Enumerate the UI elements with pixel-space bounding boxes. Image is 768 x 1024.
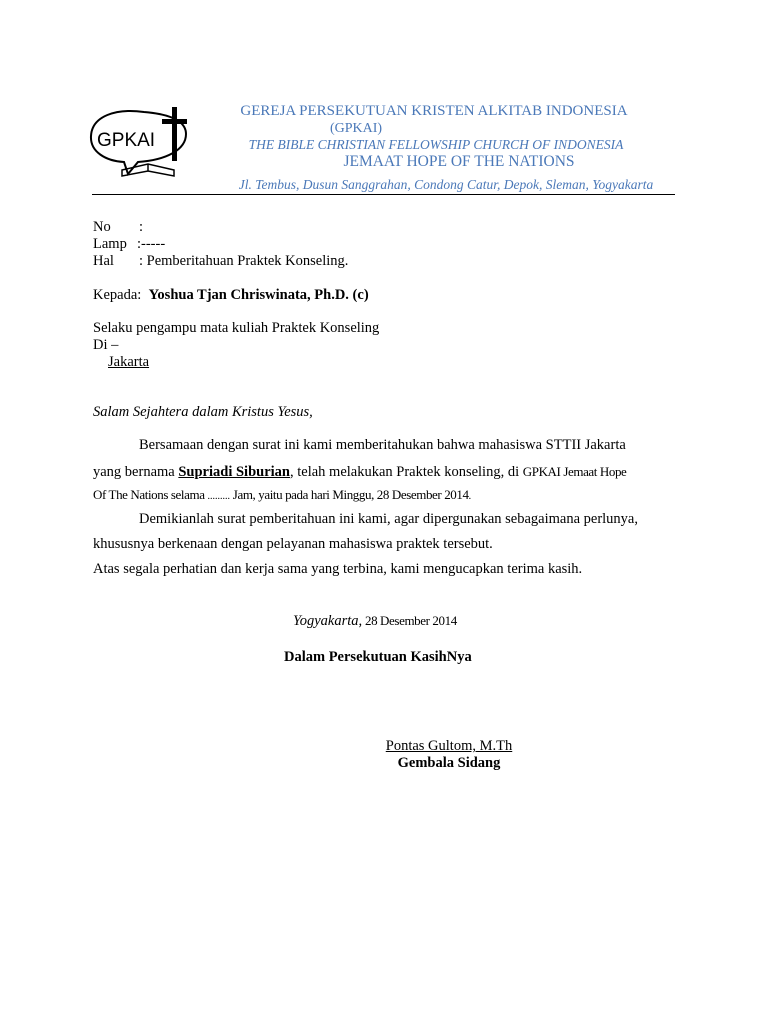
logo-text: GPKAI bbox=[97, 130, 156, 151]
church-address: Jl. Tembus, Dusun Sanggrahan, Condong Catur, Depok, Sleman, Yogyakarta bbox=[238, 177, 654, 192]
paragraph-1-line-1: Bersamaan dengan surat ini kami memberitahukan bahwa mahasiswa STTII Jakarta bbox=[139, 437, 626, 453]
gpkai-logo bbox=[86, 104, 196, 184]
text-segment: GPKAI Jemaat Hope bbox=[522, 464, 627, 479]
closing-city: Yogyakarta, bbox=[293, 613, 363, 629]
signer-name: Pontas Gultom, M.Th bbox=[385, 738, 513, 754]
text-segment: . bbox=[468, 491, 472, 502]
duration-blank: ......... bbox=[207, 491, 230, 502]
lamp-label: Lamp bbox=[93, 236, 127, 252]
recipient-name: Yoshua Tjan Chriswinata, Ph.D. (c) bbox=[148, 287, 369, 303]
lamp-value: :----- bbox=[137, 236, 166, 252]
closing-date: 28 Desember 2014 bbox=[362, 613, 457, 628]
hal-label: Hal bbox=[93, 253, 114, 269]
text-segment: , telah melakukan Praktek konseling, di bbox=[289, 464, 523, 480]
recipient-di: Di – bbox=[93, 337, 119, 353]
no-value: : bbox=[139, 219, 144, 235]
paragraph-2-line-1: Demikianlah surat pemberitahuan ini kami, agar dipergunakan sebagaimana perlunya, bbox=[139, 511, 638, 527]
text-segment: Jam, yaitu pada hari Minggu, 28 Desember 2014 bbox=[229, 487, 469, 502]
recipient-label: Kepada: bbox=[93, 287, 142, 303]
signer-title: Gembala Sidang bbox=[397, 755, 501, 771]
greeting: Salam Sejahtera dalam Kristus Yesus, bbox=[93, 404, 313, 420]
closing-phrase: Dalam Persekutuan KasihNya bbox=[284, 649, 472, 665]
congregation-name: JEMAAT HOPE OF THE NATIONS bbox=[343, 153, 575, 170]
paragraph-3: Atas segala perhatian dan kerja sama yang terbina, kami mengucapkan terima kasih. bbox=[93, 561, 583, 577]
recipient-city: Jakarta bbox=[108, 354, 150, 370]
recipient-role: Selaku pengampu mata kuliah Praktek Konseling bbox=[93, 320, 380, 336]
no-label: No bbox=[93, 219, 111, 235]
paragraph-1-line-3 bbox=[93, 486, 471, 505]
place-date bbox=[293, 612, 457, 630]
paragraph-2-line-2: khususnya berkenaan dengan pelayanan mahasiswa praktek tersebut. bbox=[93, 536, 493, 552]
student-name: Supriadi Siburian bbox=[178, 464, 290, 480]
recipient-line bbox=[93, 287, 369, 304]
paragraph-1-line-2 bbox=[93, 463, 626, 481]
church-abbrev: (GPKAI) bbox=[329, 121, 383, 136]
church-name-en: THE BIBLE CHRISTIAN FELLOWSHIP CHURCH OF INDONESIA bbox=[248, 137, 624, 152]
text-segment: yang bernama bbox=[93, 464, 179, 480]
text-segment: Of The Nations selama bbox=[93, 487, 208, 502]
hal-value: : Pemberitahuan Praktek Konseling. bbox=[139, 253, 349, 269]
church-name: GEREJA PERSEKUTUAN KRISTEN ALKITAB INDONESIA bbox=[240, 103, 628, 119]
header-divider bbox=[92, 194, 675, 195]
